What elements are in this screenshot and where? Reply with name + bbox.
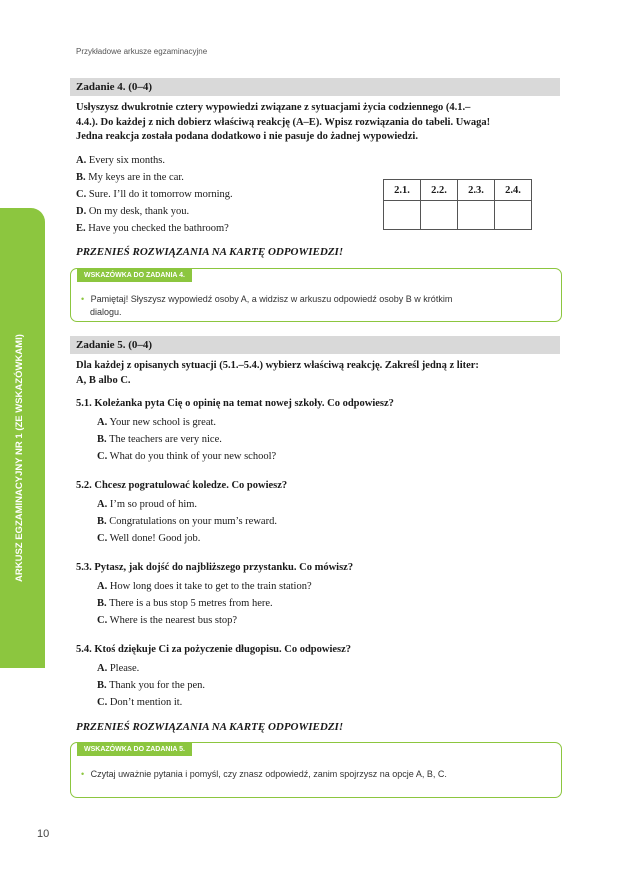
hint-label: WSKAZÓWKA DO ZADANIA 5.: [77, 742, 192, 756]
option-a[interactable]: A. I’m so proud of him.: [97, 499, 198, 510]
question-5-3-options: [97, 578, 312, 629]
task5-transfer-note: PRZENIEŚ ROZWIĄZANIA NA KARTĘ ODPOWIEDZI!: [76, 721, 344, 733]
option-a: A. Every six months.: [76, 155, 165, 166]
hint-text: • Czytaj uważnie pytania i pomyśl, czy znasz odpowiedź, zanim spojrzysz na opcje A, B, C.: [81, 768, 447, 781]
task4-options: [76, 152, 233, 237]
question-5-1: 5.1. Koleżanka pyta Cię o opinię na temat nowej szkoły. Co odpowiesz?: [76, 398, 394, 409]
question-5-2: 5.2. Chcesz pogratulować koledze. Co powiesz?: [76, 480, 288, 491]
option-a[interactable]: A. Please.: [97, 663, 140, 674]
question-5-1-options: [97, 414, 276, 465]
answer-cell[interactable]: [495, 201, 532, 230]
page-number: 10: [37, 828, 50, 840]
task5-title: Zadanie 5. (0–4): [76, 339, 153, 351]
hint-text: • Pamiętaj! Słyszysz wypowiedź osoby A, a widzisz w arkuszu odpowiedź osoby B w krótkim dialogu.: [81, 293, 452, 319]
option-c: C. Sure. I’ll do it tomorrow morning.: [76, 189, 233, 200]
option-b[interactable]: B. There is a bus stop 5 metres from here.: [97, 598, 273, 609]
task4-title-bar: [70, 78, 560, 96]
option-a[interactable]: A. Your new school is great.: [97, 417, 217, 428]
table-header: 2.3.: [458, 180, 495, 201]
task4-answer-table: [383, 179, 532, 230]
option-c[interactable]: C. Well done! Good job.: [97, 533, 201, 544]
table-header: 2.2.: [421, 180, 458, 201]
table-header: 2.4.: [495, 180, 532, 201]
option-d: D. On my desk, thank you.: [76, 206, 190, 217]
question-5-3: 5.3. Pytasz, jak dojść do najbliższego przystanku. Co mówisz?: [76, 562, 354, 573]
running-header: Przykładowe arkusze egzaminacyjne: [76, 47, 208, 56]
instruction-line: Dla każdej z opisanych sytuacji (5.1.–5.4.) wybierz właściwą reakcję. Zakreśl jedną z liter:: [76, 360, 479, 371]
option-b: B. My keys are in the car.: [76, 172, 184, 183]
option-b[interactable]: B. Congratulations on your mum’s reward.: [97, 516, 277, 527]
answer-cell[interactable]: [384, 201, 421, 230]
question-5-2-options: [97, 496, 277, 547]
question-5-4: 5.4. Ktoś dziękuje Ci za pożyczenie długopisu. Co odpowiesz?: [76, 644, 352, 655]
hint-label: WSKAZÓWKA DO ZADANIA 4.: [77, 268, 192, 282]
option-b[interactable]: B. Thank you for the pen.: [97, 680, 206, 691]
answer-cell[interactable]: [421, 201, 458, 230]
option-a[interactable]: A. How long does it take to get to the train station?: [97, 581, 312, 592]
instruction-line: Jedna reakcja została podana dodatkowo i nie pasuje do żadnej wypowiedzi.: [76, 131, 418, 142]
answer-cell[interactable]: [458, 201, 495, 230]
instruction-line: A, B albo C.: [76, 374, 131, 386]
task5-instruction: [76, 359, 561, 388]
question-5-4-options: [97, 660, 205, 711]
sidebar-label: ARKUSZ EGZAMINACYJNY NR 1 (ZE WSKAZÓWKAMI): [14, 334, 25, 582]
option-c[interactable]: C. Don’t mention it.: [97, 697, 183, 708]
task5-hint-box: [70, 742, 562, 798]
task4-hint-box: [70, 268, 562, 322]
instruction-line: Usłyszysz dwukrotnie cztery wypowiedzi związane z sytuacjami życia codziennego (4.1.–: [76, 102, 471, 113]
option-c[interactable]: C. What do you think of your new school?: [97, 451, 277, 462]
instruction-line: 4.4.). Do każdej z nich dobierz właściwą reakcję (A–E). Wpisz rozwiązania do tabeli. Uwaga!: [76, 116, 491, 128]
task4-transfer-note: PRZENIEŚ ROZWIĄZANIA NA KARTĘ ODPOWIEDZI!: [76, 246, 344, 258]
option-c[interactable]: C. Where is the nearest bus stop?: [97, 615, 238, 626]
task4-title: Zadanie 4. (0–4): [76, 81, 153, 93]
table-header: 2.1.: [384, 180, 421, 201]
task4-instruction: [76, 101, 561, 145]
option-e: E. Have you checked the bathroom?: [76, 223, 229, 234]
option-b[interactable]: B. The teachers are very nice.: [97, 434, 222, 445]
task5-title-bar: [70, 336, 560, 354]
